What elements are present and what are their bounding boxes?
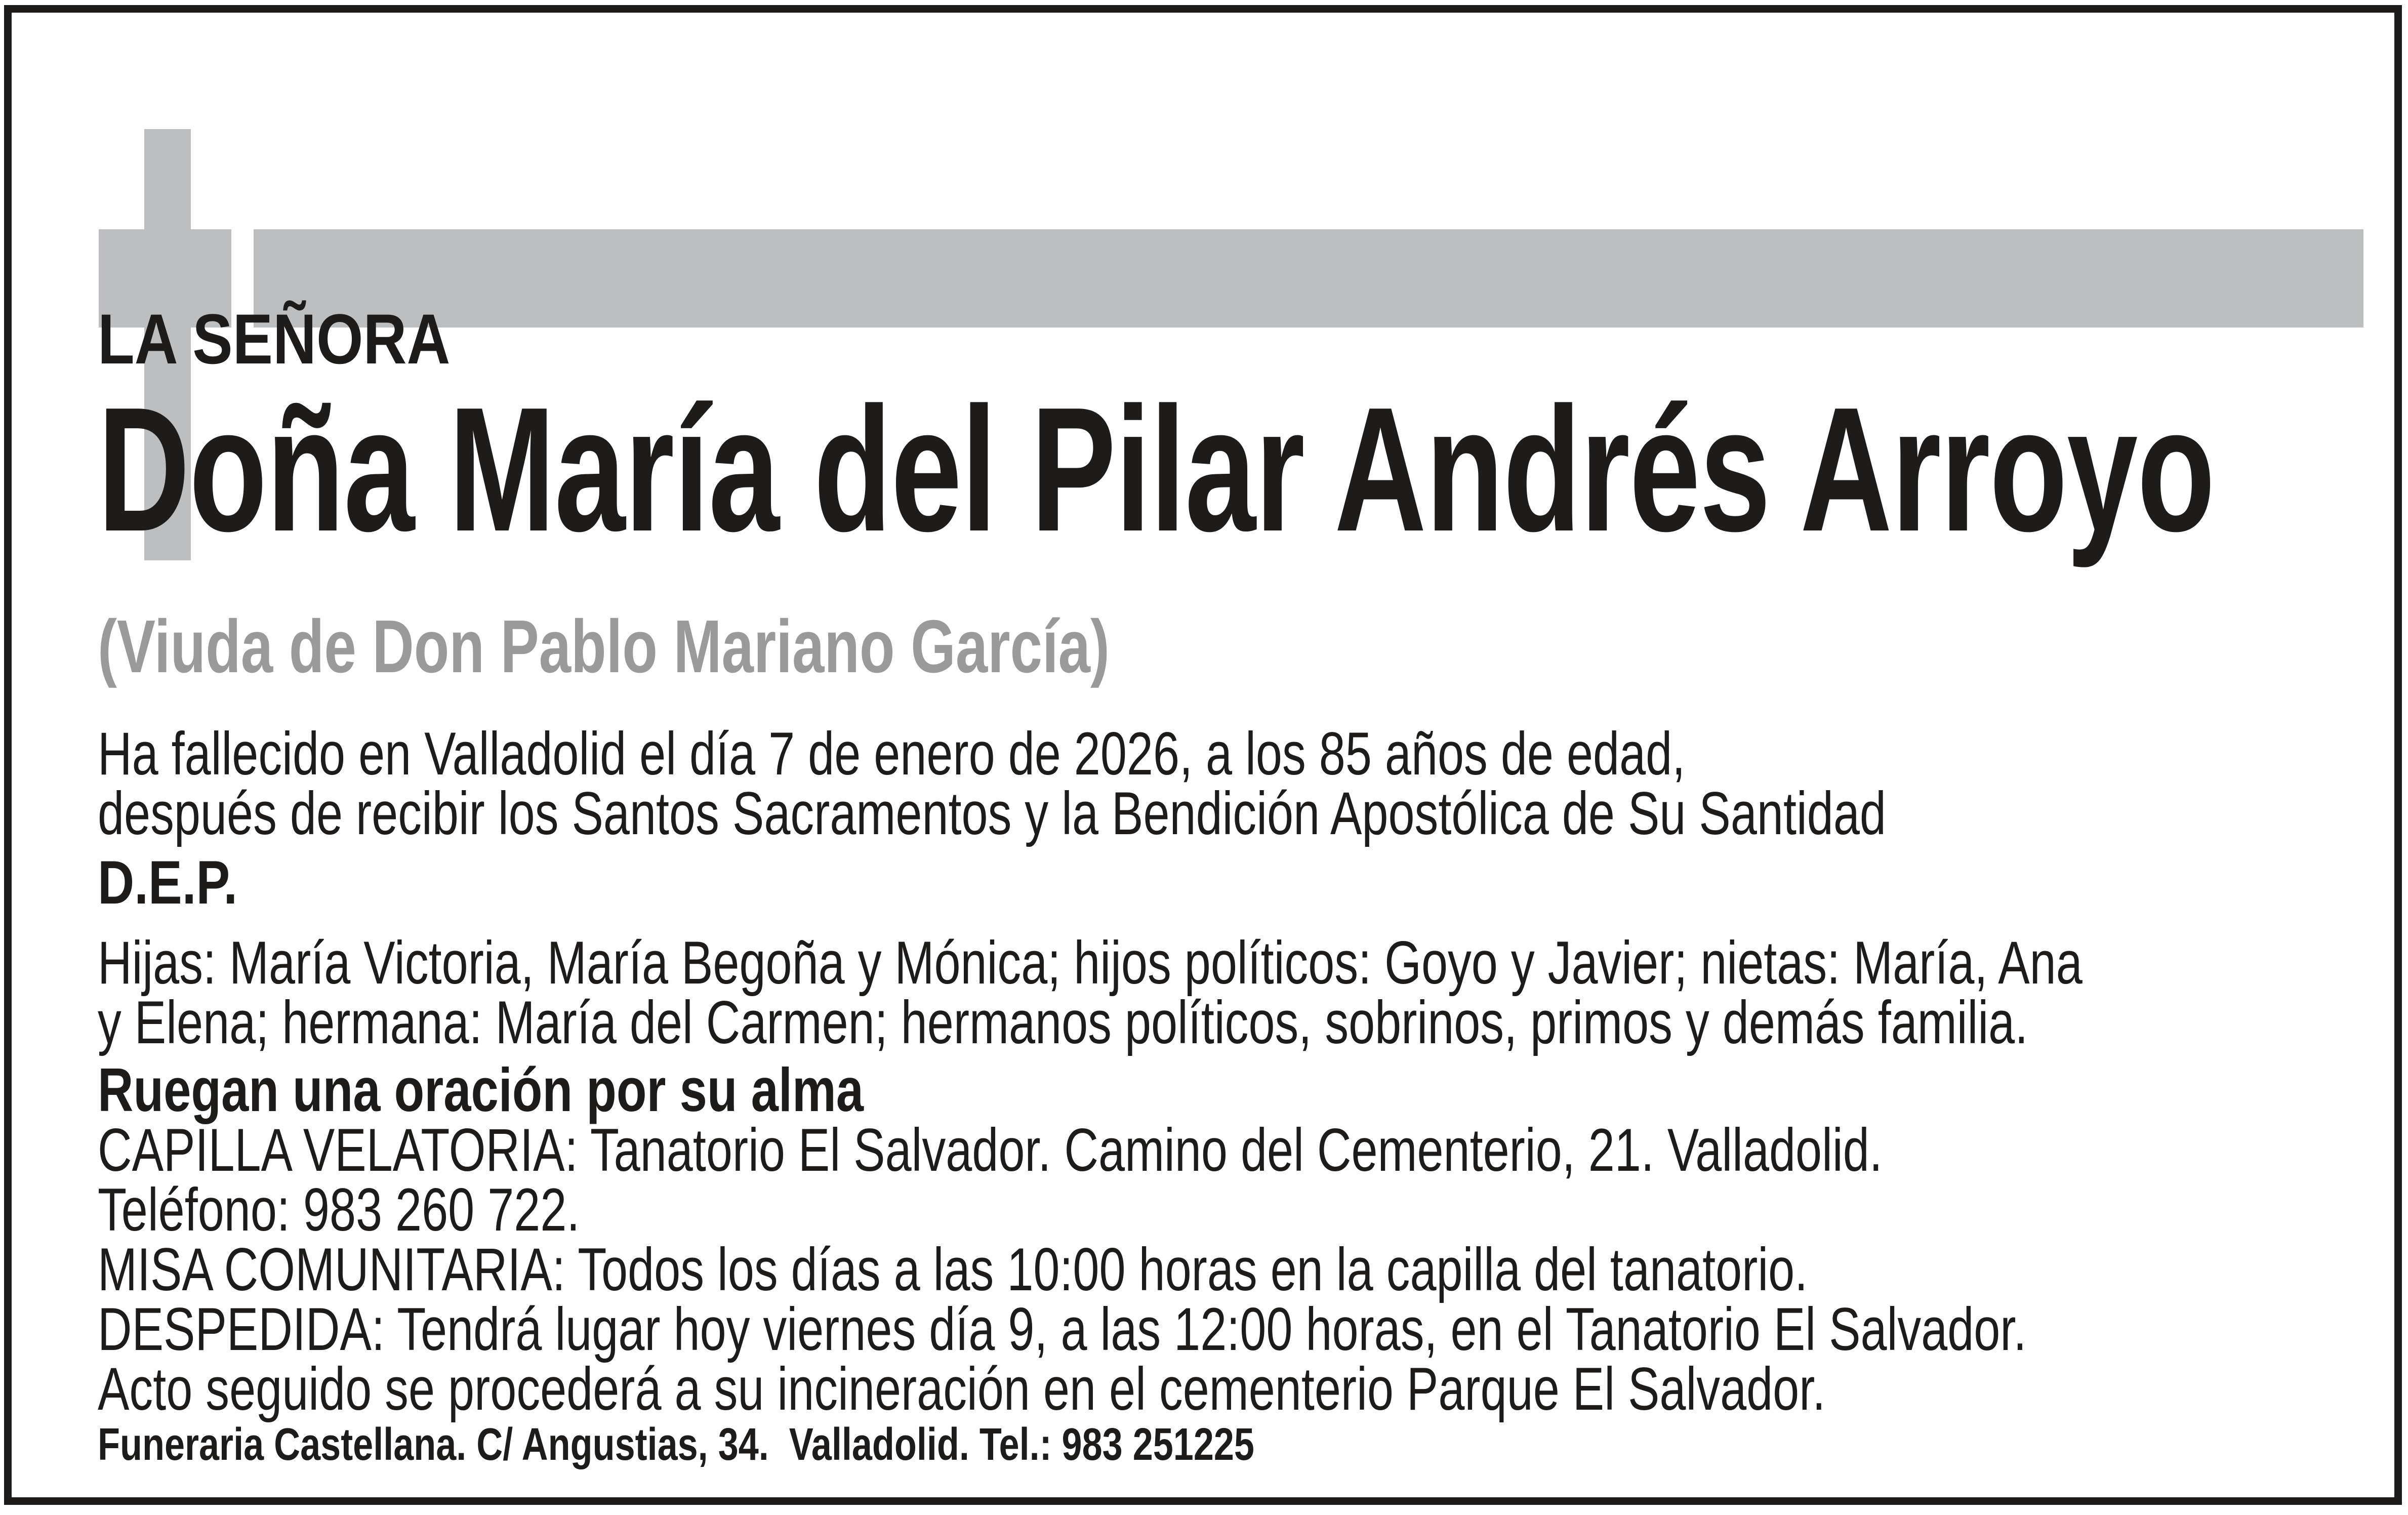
dep-abbreviation: D.E.P. [98, 848, 238, 917]
detail-despedida: DESPEDIDA: Tendrá lugar hoy viernes día 9, a las 12:00 horas, en el Tanatorio El Salvador. [98, 1295, 2027, 1363]
kicker-la-senora: LA SEÑORA [98, 299, 451, 379]
prayer-request: Ruegan una oración por su alma [98, 1055, 864, 1124]
deceased-name: Doña María del Pilar Andrés Arroyo [98, 371, 2215, 568]
family-line-1: Hijas: María Victoria, María Begoña y Mónica; hijos políticos: Goyo y Javier; nietas: María, Ana [98, 929, 2083, 997]
funeral-home-credit: Funeraria Castellana. C/ Angustias, 34. Valladolid. Tel.: 983 251225 [98, 1419, 1254, 1470]
notice-frame [4, 5, 2402, 1505]
detail-telefono: Teléfono: 983 260 722. [98, 1176, 580, 1244]
death-announcement-line-2: después de recibir los Santos Sacramentos y la Bendición Apostólica de Su Santidad [98, 780, 1886, 847]
header-rule [254, 229, 2363, 327]
relation-subtitle: (Viuda de Don Pablo Mariano García) [98, 605, 1110, 688]
detail-incineracion: Acto seguido se procederá a su incineración en el cementerio Parque El Salvador. [98, 1355, 1826, 1423]
family-line-2: y Elena; hermana: María del Carmen; hermanos políticos, sobrinos, primos y demás familia. [98, 989, 2028, 1056]
detail-capilla-velatoria: CAPILLA VELATORIA: Tanatorio El Salvador. Camino del Cementerio, 21. Valladolid. [98, 1116, 1883, 1184]
death-announcement-line-1: Ha fallecido en Valladolid el día 7 de enero de 2026, a los 85 años de edad, [98, 720, 1686, 788]
detail-misa-comunitaria: MISA COMUNITARIA: Todos los días a las 10:00 horas en la capilla del tanatorio. [98, 1236, 1808, 1303]
